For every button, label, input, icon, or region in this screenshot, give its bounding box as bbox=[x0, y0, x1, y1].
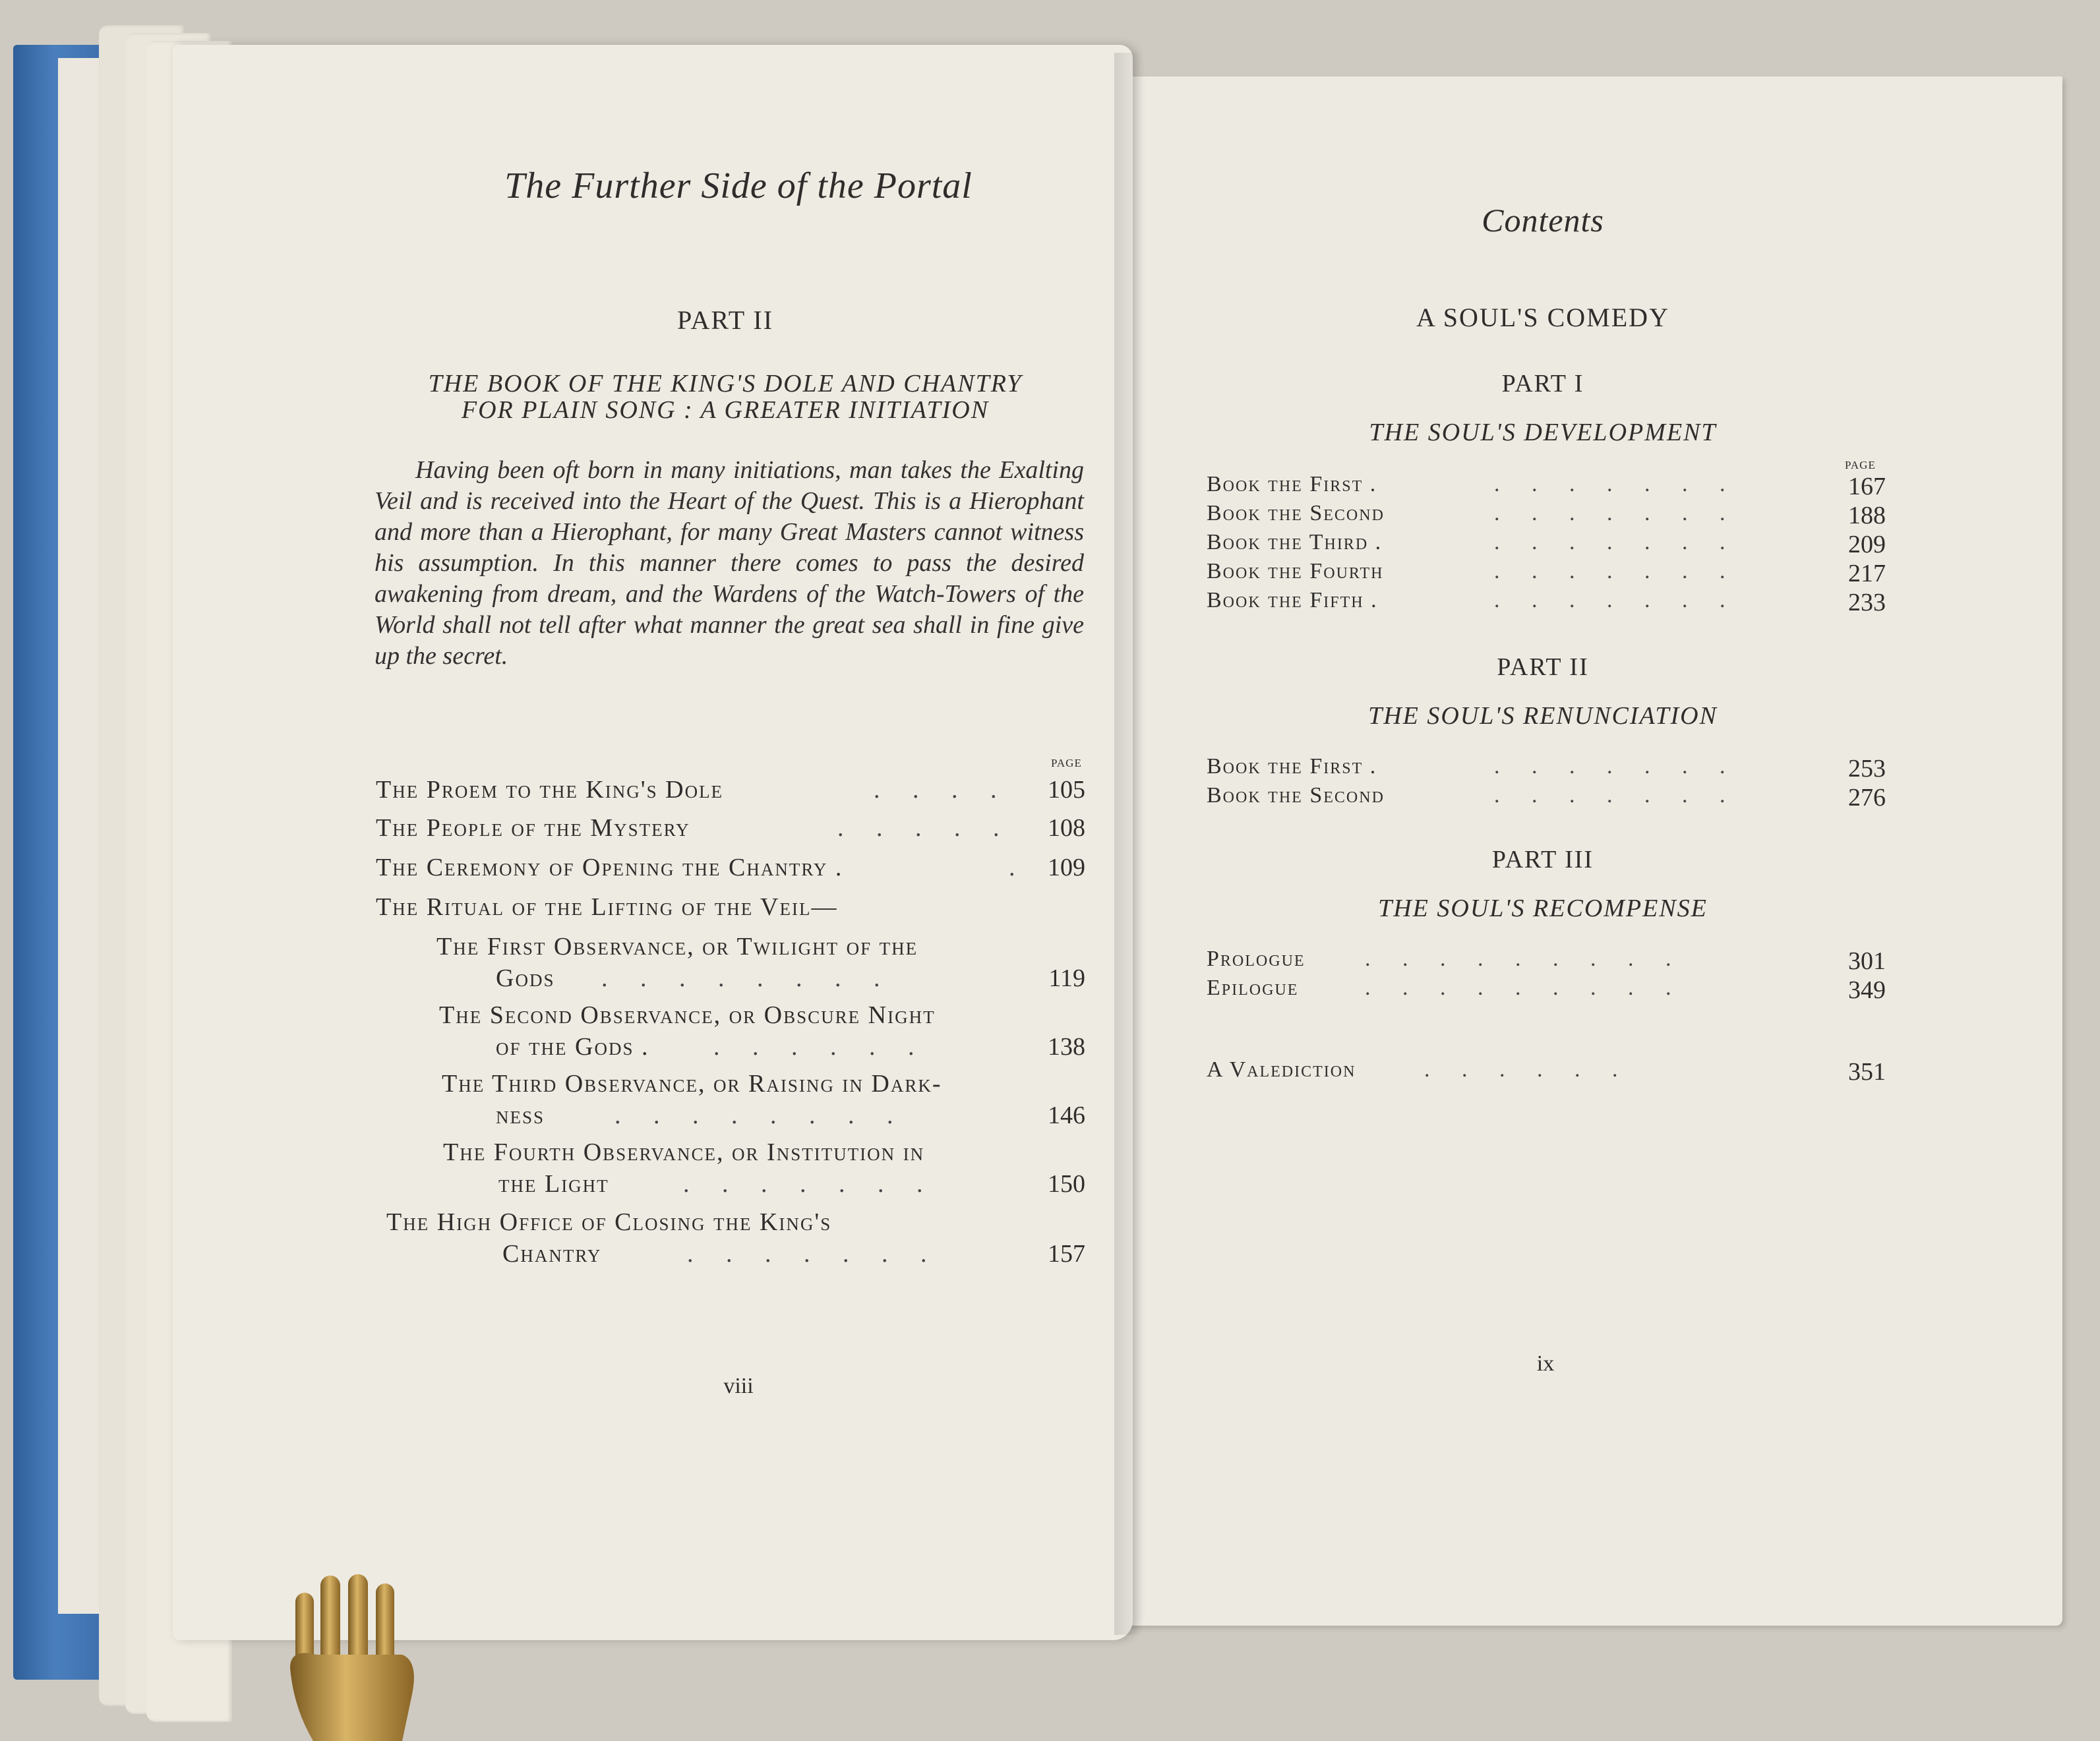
toc-leader-dots: . . . . . . bbox=[713, 1033, 928, 1061]
toc-leader-dots: . . . . . . . bbox=[1494, 501, 1739, 525]
toc-page-number: 233 bbox=[1848, 589, 1886, 616]
toc-entry-title: Book the Second bbox=[1207, 783, 1385, 808]
toc-entry-title: The Fourth Observance, or Institution in bbox=[443, 1138, 925, 1166]
toc-page-number: 150 bbox=[1048, 1170, 1085, 1198]
toc-entry-title: the Light bbox=[498, 1170, 609, 1198]
toc-page-number: 109 bbox=[1048, 854, 1085, 881]
toc-page-number: 138 bbox=[1048, 1033, 1085, 1061]
toc-leader-dots: . . . . . . . bbox=[1494, 472, 1739, 496]
left-page bbox=[173, 45, 1133, 1640]
part-title: THE SOUL'S DEVELOPMENT bbox=[1369, 419, 1717, 446]
toc-page-number: 167 bbox=[1848, 473, 1886, 500]
toc-page-number: 146 bbox=[1048, 1102, 1085, 1129]
toc-entry-title: ness bbox=[496, 1102, 545, 1129]
toc-leader-dots: . . . . . . . bbox=[1494, 559, 1739, 583]
toc-entry-title: Book the First . bbox=[1207, 472, 1377, 496]
running-head-right: Contents bbox=[1482, 202, 1604, 239]
toc-entry-title: The High Office of Closing the King's bbox=[386, 1208, 832, 1236]
toc-entry-title: Book the Fourth bbox=[1207, 559, 1384, 583]
toc-leader-dots: . . . . bbox=[874, 776, 1010, 804]
intro-paragraph: Having been oft born in many initiations, man takes the Exalting Veil and is received into the Heart of the Quest. This is a Hierophant and more than a Hierophant, for many Great Masters cannot witness his assumption. In this manner there comes to pass the desired awakening from dream, and the Wardens of the Watch-Towers of the World shall not tell after what manner the great sea shall in fine give up the secret. bbox=[375, 456, 1084, 670]
toc-page-number: 351 bbox=[1848, 1058, 1886, 1086]
toc-page-number: 209 bbox=[1848, 531, 1886, 558]
toc-entry-title: Book the Third . bbox=[1207, 530, 1383, 554]
toc-entry-title: Book the Fifth . bbox=[1207, 588, 1378, 612]
toc-leader-dots: . . . . . . . bbox=[1494, 783, 1739, 808]
toc-page-number: 349 bbox=[1848, 976, 1886, 1004]
part-heading: PART III bbox=[1491, 846, 1594, 873]
running-head-left: The Further Side of the Portal bbox=[504, 165, 973, 206]
toc-entry-title: The Ceremony of Opening the Chantry . bbox=[376, 854, 843, 881]
toc-leader-dots: . . . . . bbox=[837, 814, 1013, 842]
toc-entry-title: of the Gods . bbox=[496, 1033, 649, 1061]
toc-entry-title: Chantry bbox=[502, 1240, 602, 1268]
work-title: A SOUL'S COMEDY bbox=[1416, 303, 1669, 332]
toc-page-number: 217 bbox=[1848, 560, 1886, 587]
part-heading: PART II bbox=[1497, 653, 1589, 681]
toc-page-number: 188 bbox=[1848, 502, 1886, 529]
toc-entry-title: Gods bbox=[496, 964, 555, 992]
book-gutter bbox=[1114, 53, 1143, 1635]
toc-leader-dots: . . . . . . . bbox=[687, 1240, 940, 1268]
toc-entry-title: Epilogue bbox=[1207, 976, 1299, 1000]
toc-page-number: 119 bbox=[1048, 964, 1085, 992]
part-title: THE SOUL'S RENUNCIATION bbox=[1368, 702, 1718, 730]
page-column-label: PAGE bbox=[1051, 757, 1082, 769]
toc-page-number: 105 bbox=[1048, 776, 1085, 804]
toc-leader-dots: . . . . . . . . bbox=[601, 964, 893, 992]
toc-entry-title: The Third Observance, or Raising in Dark- bbox=[442, 1070, 942, 1098]
page-folio-left: viii bbox=[723, 1374, 754, 1398]
brass-hand-bookrest-icon bbox=[277, 1569, 448, 1741]
toc-leader-dots: . . . . . . . . . bbox=[1365, 947, 1685, 971]
toc-leader-dots: . . . . . . . bbox=[1494, 530, 1739, 554]
page-column-label: PAGE bbox=[1845, 459, 1876, 471]
toc-entry-title: The Ritual of the Lifting of the Veil— bbox=[376, 893, 838, 921]
section-subtitle-line2: FOR PLAIN SONG : A GREATER INITIATION bbox=[461, 396, 990, 424]
toc-leader-dots: . . . . . . . . . bbox=[1365, 976, 1685, 1000]
toc-page-number: 157 bbox=[1048, 1240, 1085, 1268]
toc-leader-dots: . . . . . . . . bbox=[615, 1102, 907, 1129]
toc-entry-title: A Valediction bbox=[1207, 1057, 1356, 1082]
toc-entry-title: Book the First . bbox=[1207, 754, 1377, 779]
part-heading: PART II bbox=[676, 305, 774, 335]
toc-entry-title: The Second Observance, or Obscure Night bbox=[439, 1001, 936, 1029]
page-folio-right: ix bbox=[1536, 1351, 1555, 1376]
toc-leader-dots: . . . . . . . bbox=[1494, 754, 1739, 779]
toc-entry-title: The Proem to the King's Dole bbox=[376, 776, 724, 804]
toc-entry-title: Prologue bbox=[1207, 947, 1305, 971]
toc-page-number: 253 bbox=[1848, 755, 1886, 782]
toc-entry-title: The People of the Mystery bbox=[376, 814, 690, 842]
toc-page-number: 108 bbox=[1048, 814, 1085, 842]
part-heading: PART I bbox=[1501, 370, 1584, 398]
toc-page-number: 276 bbox=[1848, 784, 1886, 811]
toc-page-number: 301 bbox=[1848, 947, 1886, 975]
toc-leader-dots: . . . . . . bbox=[1424, 1057, 1631, 1082]
toc-leader-dots: . . . . . . . bbox=[1494, 588, 1739, 612]
toc-leader-dots: . bbox=[1009, 854, 1029, 881]
part-title: THE SOUL'S RECOMPENSE bbox=[1378, 895, 1708, 922]
toc-entry-title: Book the Second bbox=[1207, 501, 1385, 525]
toc-leader-dots: . . . . . . . bbox=[683, 1170, 936, 1198]
section-subtitle-line1: THE BOOK OF THE KING'S DOLE AND CHANTRY bbox=[428, 370, 1023, 398]
toc-entry-title: The First Observance, or Twilight of the bbox=[436, 933, 918, 960]
